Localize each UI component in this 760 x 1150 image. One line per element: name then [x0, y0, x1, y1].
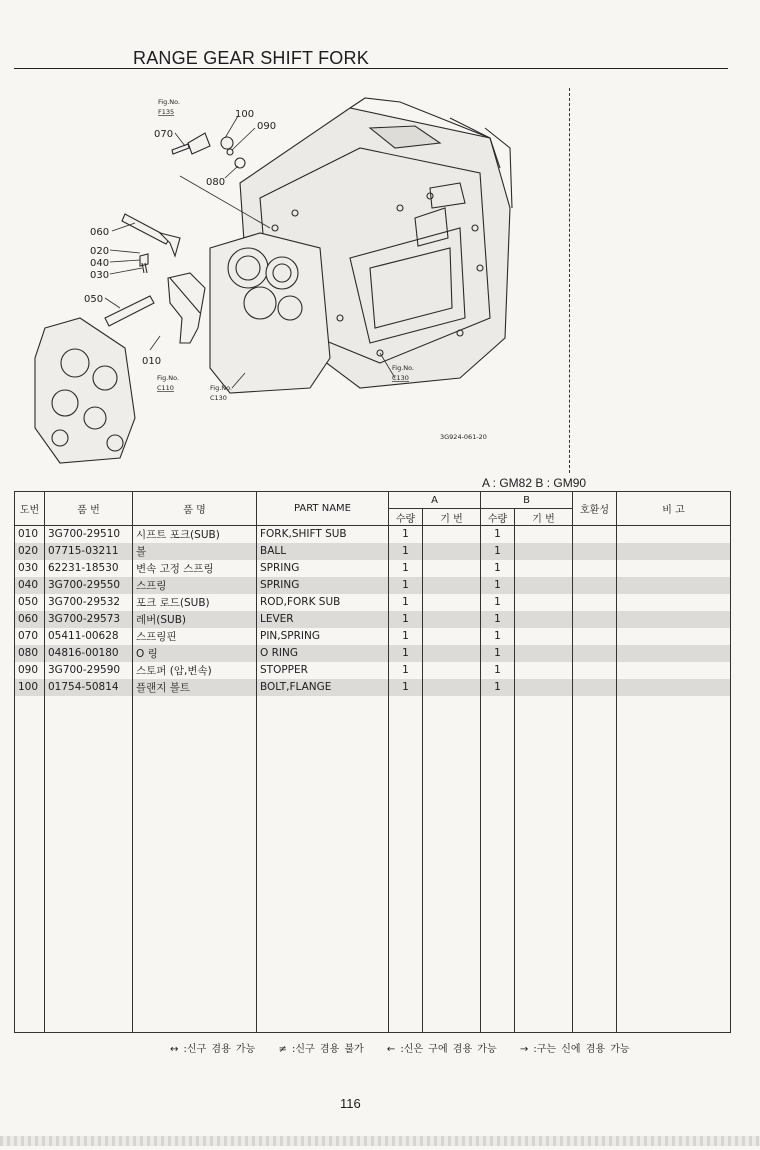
callout-050: 050 [84, 294, 104, 305]
cell-code-b [515, 560, 573, 577]
cell-qty-b: 1 [481, 560, 515, 577]
cell-name-kr: 스프링핀 [133, 628, 257, 645]
cell-part-no: 3G700-29573 [45, 611, 133, 628]
cell-remarks [617, 645, 731, 662]
cell-qty-b: 1 [481, 543, 515, 560]
cell-code-a [423, 543, 481, 560]
compatibility-legend [170, 1040, 648, 1055]
cell-name-kr: 변속 고정 스프링 [133, 560, 257, 577]
cell-no: 050 [15, 594, 45, 611]
cell-no: 020 [15, 543, 45, 560]
cell-code-a [423, 628, 481, 645]
cell-no: 030 [15, 560, 45, 577]
cell-code-a [423, 560, 481, 577]
cell-compat [573, 662, 617, 679]
cell-code-a [423, 679, 481, 696]
cell-qty-a: 1 [389, 628, 423, 645]
cell-remarks [617, 526, 731, 543]
col-header-group-a: A [389, 492, 481, 509]
cell-code-b [515, 594, 573, 611]
cell-compat [573, 628, 617, 645]
cell-name-kr: 볼 [133, 543, 257, 560]
exploded-parts-diagram [20, 88, 565, 468]
cell-compat [573, 526, 617, 543]
cell-no: 080 [15, 645, 45, 662]
cell-name-kr: 플랜지 볼트 [133, 679, 257, 696]
table-row [15, 543, 731, 560]
cell-name-kr: 스토퍼 (암,변속) [133, 662, 257, 679]
cell-no: 090 [15, 662, 45, 679]
model-legend: A : GM82 B : GM90 [482, 476, 587, 490]
cell-part-name: SPRING [257, 560, 389, 577]
callout-090: 090 [257, 121, 277, 132]
page-number: 116 [340, 1096, 361, 1111]
parts-table [14, 491, 731, 1033]
cell-code-b [515, 526, 573, 543]
cell-qty-a: 1 [389, 679, 423, 696]
cell-name-kr: 포크 로드(SUB) [133, 594, 257, 611]
cell-code-b [515, 628, 573, 645]
front-cover-drawing [210, 233, 330, 393]
legend-old-for-new: → :구는 신에 겸용 가능 [519, 1044, 630, 1055]
cell-part-no: 62231-18530 [45, 560, 133, 577]
cell-part-name: BOLT,FLANGE [257, 679, 389, 696]
col-header-name-kr: 품 명 [133, 492, 257, 526]
cell-code-a [423, 662, 481, 679]
cell-no: 100 [15, 679, 45, 696]
cell-qty-a: 1 [389, 526, 423, 543]
cell-part-name: SPRING [257, 577, 389, 594]
col-header-qty-a: 수량 [389, 509, 423, 526]
table-row [15, 577, 731, 594]
col-header-part-no: 품 번 [45, 492, 133, 526]
cell-code-b [515, 662, 573, 679]
cell-no: 010 [15, 526, 45, 543]
callout-040: 040 [90, 258, 110, 269]
cell-qty-a: 1 [389, 645, 423, 662]
cell-code-b [515, 577, 573, 594]
cell-name-kr: 스프링 [133, 577, 257, 594]
cell-qty-a: 1 [389, 543, 423, 560]
col-header-code-b: 기 번 [515, 509, 573, 526]
callout-030: 030 [90, 270, 110, 281]
col-header-no: 도번 [15, 492, 45, 526]
col-header-remarks: 비 고 [617, 492, 731, 526]
table-row [15, 645, 731, 662]
cell-name-kr: 시프트 포크(SUB) [133, 526, 257, 543]
cell-part-name: FORK,SHIFT SUB [257, 526, 389, 543]
cell-part-no: 07715-03211 [45, 543, 133, 560]
cell-qty-b: 1 [481, 594, 515, 611]
scan-edge-strip [0, 1136, 760, 1146]
cell-remarks [617, 594, 731, 611]
cell-compat [573, 543, 617, 560]
cell-compat [573, 645, 617, 662]
cell-code-a [423, 577, 481, 594]
cell-compat [573, 611, 617, 628]
col-header-qty-b: 수량 [481, 509, 515, 526]
cell-code-a [423, 526, 481, 543]
cell-qty-a: 1 [389, 577, 423, 594]
cell-code-a [423, 594, 481, 611]
callout-010: 010 [142, 356, 162, 367]
cell-qty-b: 1 [481, 526, 515, 543]
callout-060: 060 [90, 227, 110, 238]
table-empty-space [15, 696, 731, 1033]
table-row [15, 679, 731, 696]
fig-ref-c110: C110 [157, 384, 174, 392]
fig-ref-c130-b: C130 [392, 374, 409, 382]
cell-compat [573, 594, 617, 611]
cell-part-no: 01754-50814 [45, 679, 133, 696]
cell-remarks [617, 628, 731, 645]
cell-no: 070 [15, 628, 45, 645]
fig-ref-label: Fig.No. [157, 374, 180, 382]
cell-qty-a: 1 [389, 611, 423, 628]
callout-070: 070 [154, 129, 174, 140]
cell-no: 040 [15, 577, 45, 594]
table-row [15, 560, 731, 577]
diagram-svg [20, 88, 565, 468]
cell-part-name: BALL [257, 543, 389, 560]
cell-qty-b: 1 [481, 645, 515, 662]
cell-compat [573, 560, 617, 577]
diagram-code: 3G924-061-20 [440, 433, 487, 441]
cell-remarks [617, 679, 731, 696]
cell-part-name: LEVER [257, 611, 389, 628]
fig-ref-c130-a: C130 [210, 394, 227, 402]
cell-part-name: STOPPER [257, 662, 389, 679]
cell-qty-a: 1 [389, 662, 423, 679]
callout-080: 080 [206, 177, 226, 188]
col-header-compat: 호환성 [573, 492, 617, 526]
col-header-group-b: B [481, 492, 573, 509]
cell-part-name: PIN,SPRING [257, 628, 389, 645]
cell-remarks [617, 611, 731, 628]
table-row [15, 628, 731, 645]
cell-qty-b: 1 [481, 662, 515, 679]
cell-code-b [515, 645, 573, 662]
table-row [15, 526, 731, 543]
cell-remarks [617, 662, 731, 679]
col-header-code-a: 기 번 [423, 509, 481, 526]
cell-name-kr: O 링 [133, 645, 257, 662]
table-row [15, 662, 731, 679]
cell-remarks [617, 560, 731, 577]
cell-qty-a: 1 [389, 594, 423, 611]
legend-not-compatible: ≠ :신구 겸용 불가 [278, 1044, 364, 1055]
cell-code-b [515, 679, 573, 696]
cell-code-b [515, 543, 573, 560]
cell-qty-b: 1 [481, 611, 515, 628]
cell-part-no: 3G700-29550 [45, 577, 133, 594]
cell-qty-a: 1 [389, 560, 423, 577]
legend-both-ways: ↔ :신구 겸용 가능 [170, 1044, 256, 1055]
cell-part-no: 3G700-29590 [45, 662, 133, 679]
cell-part-no: 3G700-29532 [45, 594, 133, 611]
cell-qty-b: 1 [481, 577, 515, 594]
cell-part-no: 05411-00628 [45, 628, 133, 645]
cell-code-a [423, 645, 481, 662]
fig-ref-label: Fig.No. [392, 364, 415, 372]
cell-no: 060 [15, 611, 45, 628]
cell-compat [573, 679, 617, 696]
fig-ref-label: Fig.No. [158, 98, 181, 106]
table-row [15, 594, 731, 611]
cell-part-no: 04816-00180 [45, 645, 133, 662]
cell-part-name: O RING [257, 645, 389, 662]
vertical-dashed-divider [569, 88, 570, 473]
cell-compat [573, 577, 617, 594]
fig-ref-label: Fig.No. [210, 384, 233, 392]
cell-code-b [515, 611, 573, 628]
cell-qty-b: 1 [481, 628, 515, 645]
cell-remarks [617, 577, 731, 594]
cell-code-a [423, 611, 481, 628]
cell-part-name: ROD,FORK SUB [257, 594, 389, 611]
page-title: RANGE GEAR SHIFT FORK [133, 48, 369, 68]
col-header-part-name: PART NAME [257, 492, 389, 526]
title-rule [14, 68, 728, 69]
cell-remarks [617, 543, 731, 560]
cell-qty-b: 1 [481, 679, 515, 696]
legend-new-for-old: ← :신은 구에 겸용 가능 [386, 1044, 497, 1055]
cell-name-kr: 레버(SUB) [133, 611, 257, 628]
callout-020: 020 [90, 246, 110, 257]
fig-ref-f135: F135 [158, 108, 175, 116]
table-row [15, 611, 731, 628]
cell-part-no: 3G700-29510 [45, 526, 133, 543]
left-housing-drawing [35, 318, 135, 463]
callout-100: 100 [235, 109, 255, 120]
